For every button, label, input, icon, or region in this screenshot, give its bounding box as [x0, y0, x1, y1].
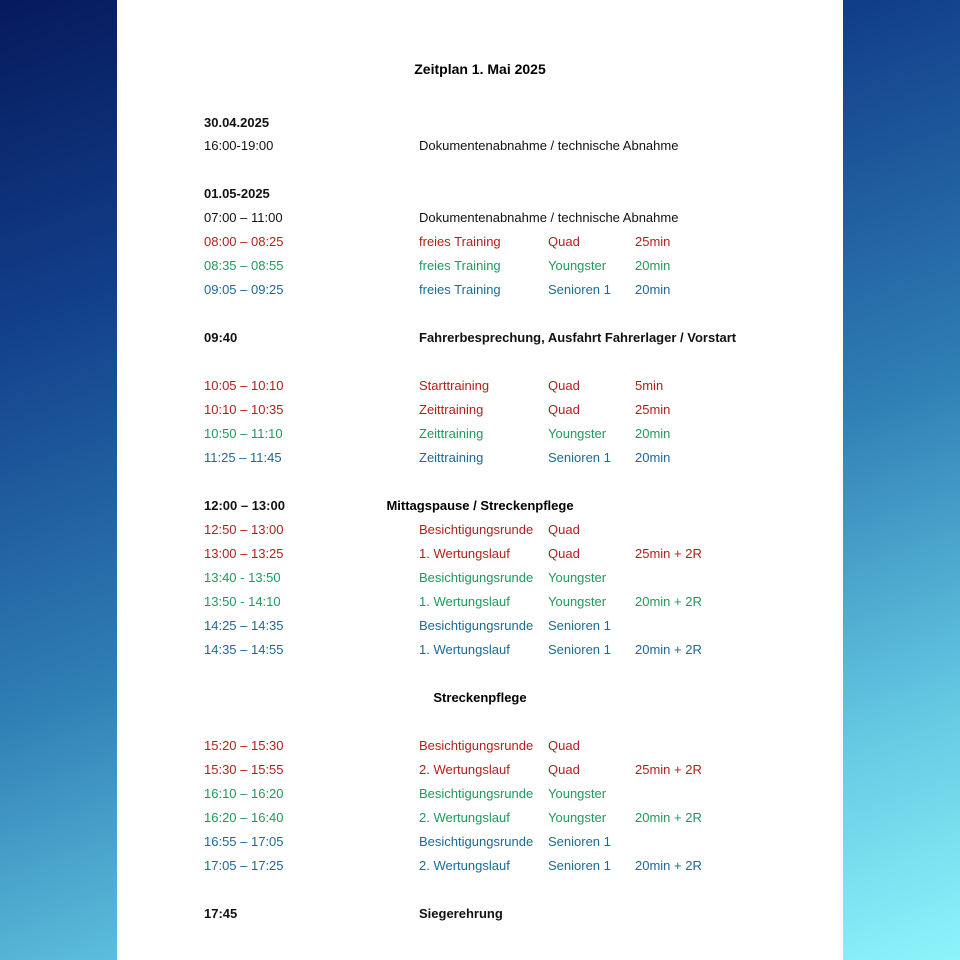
- row-duration: 20min + 2R: [635, 810, 702, 825]
- row-class: Quad: [548, 762, 580, 777]
- row-time: 08:00 – 08:25: [204, 234, 284, 249]
- row-duration: 20min: [635, 450, 671, 465]
- row-class: Senioren 1: [548, 450, 611, 465]
- row-activity: Fahrerbesprechung, Ausfahrt Fahrerlager / Vorstart: [419, 330, 737, 345]
- row-class: Youngster: [548, 786, 607, 801]
- document-title: Zeitplan 1. Mai 2025: [414, 61, 546, 77]
- row-time: 11:25 – 11:45: [204, 450, 282, 465]
- row-time: 15:30 – 15:55: [204, 762, 284, 777]
- schedule-row: [117, 449, 843, 467]
- row-activity: Besichtigungsrunde: [419, 618, 534, 633]
- row-class: Youngster: [548, 426, 607, 441]
- row-class: Quad: [548, 234, 580, 249]
- schedule-row: [117, 617, 843, 635]
- schedule-row: [117, 209, 843, 227]
- row-activity: Zeittraining: [419, 402, 484, 417]
- row-time: 14:25 – 14:35: [204, 618, 284, 633]
- schedule-row: [117, 545, 843, 563]
- row-time: 16:20 – 16:40: [204, 810, 284, 825]
- track-maintenance-heading: Streckenpflege: [433, 690, 527, 705]
- schedule-row: [117, 761, 843, 779]
- row-class: Quad: [548, 546, 580, 561]
- row-activity: 1. Wertungslauf: [419, 642, 510, 657]
- row-time: 08:35 – 08:55: [204, 258, 284, 273]
- schedule-row: [117, 521, 843, 539]
- row-time: 30.04.2025: [204, 115, 270, 130]
- row-activity: Dokumentenabnahme / technische Abnahme: [419, 138, 679, 153]
- row-time: 10:50 – 11:10: [204, 426, 283, 441]
- row-duration: 20min + 2R: [635, 594, 702, 609]
- schedule-row: [117, 329, 843, 347]
- schedule-row: [117, 833, 843, 851]
- schedule-row: [117, 257, 843, 275]
- schedule-row: [117, 737, 843, 755]
- row-class: Quad: [548, 522, 580, 537]
- row-duration: 20min + 2R: [635, 642, 702, 657]
- row-activity: Siegerehrung: [419, 906, 503, 921]
- row-class: Senioren 1: [548, 642, 611, 657]
- schedule-row: [117, 185, 843, 203]
- row-activity: Besichtigungsrunde: [419, 834, 534, 849]
- row-class: Quad: [548, 378, 580, 393]
- schedule-row: [117, 114, 843, 132]
- row-class: Youngster: [548, 258, 607, 273]
- lunch-break-heading: Mittagspause / Streckenpflege: [386, 498, 574, 513]
- schedule-row: [117, 905, 843, 923]
- row-class: Quad: [548, 402, 580, 417]
- row-activity: Zeittraining: [419, 450, 484, 465]
- row-class: Senioren 1: [548, 282, 611, 297]
- row-time: 09:05 – 09:25: [204, 282, 284, 297]
- row-time: 01.05-2025: [204, 186, 270, 201]
- row-activity: freies Training: [419, 258, 501, 273]
- row-duration: 20min: [635, 258, 671, 273]
- row-class: Senioren 1: [548, 858, 611, 873]
- row-time: 10:10 – 10:35: [204, 402, 284, 417]
- row-time: 17:05 – 17:25: [204, 858, 284, 873]
- row-duration: 20min: [635, 426, 671, 441]
- row-activity: Zeittraining: [419, 426, 484, 441]
- row-time: 13:50 - 14:10: [204, 594, 281, 609]
- row-activity: Besichtigungsrunde: [419, 522, 534, 537]
- row-duration: 25min + 2R: [635, 762, 702, 777]
- row-duration: 5min: [635, 378, 664, 393]
- row-activity: 1. Wertungslauf: [419, 594, 510, 609]
- row-activity: 2. Wertungslauf: [419, 762, 510, 777]
- row-time: 09:40: [204, 330, 238, 345]
- row-duration: 25min: [635, 234, 671, 249]
- row-activity: Starttraining: [419, 378, 490, 393]
- row-activity: Besichtigungsrunde: [419, 786, 534, 801]
- row-time: 07:00 – 11:00: [204, 210, 283, 225]
- schedule-row: [117, 233, 843, 251]
- row-time: 12:00 – 13:00: [204, 498, 285, 513]
- schedule-row: [117, 377, 843, 395]
- row-activity: 2. Wertungslauf: [419, 858, 510, 873]
- row-duration: 25min + 2R: [635, 546, 702, 561]
- row-activity: 1. Wertungslauf: [419, 546, 510, 561]
- row-class: Youngster: [548, 570, 607, 585]
- row-activity: 2. Wertungslauf: [419, 810, 510, 825]
- row-activity: freies Training: [419, 234, 501, 249]
- row-time: 14:35 – 14:55: [204, 642, 284, 657]
- row-time: 17:45: [204, 906, 238, 921]
- schedule-row: [117, 569, 843, 587]
- row-time: 12:50 – 13:00: [204, 522, 284, 537]
- row-time: 16:55 – 17:05: [204, 834, 284, 849]
- schedule-document: [117, 0, 843, 960]
- row-class: Senioren 1: [548, 618, 611, 633]
- schedule-row: [117, 785, 843, 803]
- row-activity: Besichtigungsrunde: [419, 738, 534, 753]
- row-class: Youngster: [548, 594, 607, 609]
- row-duration: 20min: [635, 282, 671, 297]
- row-activity: Besichtigungsrunde: [419, 570, 534, 585]
- row-time: 15:20 – 15:30: [204, 738, 284, 753]
- row-class: Youngster: [548, 810, 607, 825]
- schedule-row: [117, 593, 843, 611]
- row-time: 10:05 – 10:10: [204, 378, 284, 393]
- schedule-row: [117, 137, 843, 155]
- schedule-row: [117, 641, 843, 659]
- row-time: 16:10 – 16:20: [204, 786, 284, 801]
- row-duration: 20min + 2R: [635, 858, 702, 873]
- schedule-row: [117, 857, 843, 875]
- schedule-row: [117, 401, 843, 419]
- row-class: Senioren 1: [548, 834, 611, 849]
- row-class: Quad: [548, 738, 580, 753]
- row-activity: Dokumentenabnahme / technische Abnahme: [419, 210, 679, 225]
- row-time: 13:40 - 13:50: [204, 570, 281, 585]
- schedule-row: [117, 809, 843, 827]
- row-time: 13:00 – 13:25: [204, 546, 284, 561]
- schedule-row: [117, 281, 843, 299]
- schedule-row: [117, 425, 843, 443]
- row-duration: 25min: [635, 402, 671, 417]
- row-activity: freies Training: [419, 282, 501, 297]
- row-time: 16:00-19:00: [204, 138, 274, 153]
